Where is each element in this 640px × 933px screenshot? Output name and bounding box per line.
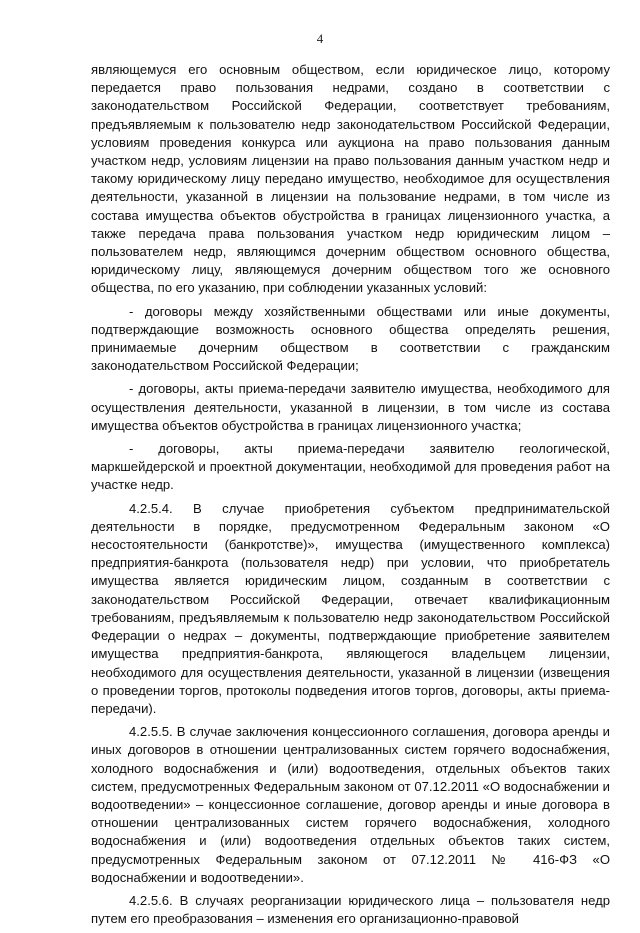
clause-4-2-5-5: 4.2.5.5. В случае заключения концессионного соглашения, договора аренды и иных договоров в отношении централизованных систем горячего водоснабжения, холодного водоснабжения и (или) водоотведения, отдельных объектов таких систем, предусмотренных Федеральным законом от 07.12.2011 «О водоснабжении и водоотведении» – концессионное соглашение, договор аренды и иные договора в отношении централизованных систем горячего водоснабжения, холодного водоснабжения и (или) водоотведения отдельных объектов таких систем, предусмотренных Федеральным законом от 07.12.2011 № 416-ФЗ «О водоснабжении и водоотведении». <box>91 724 610 885</box>
page-number: 4 <box>316 31 324 46</box>
paragraph-continuation: являющемуся его основным обществом, если юридическое лицо, которому передается право пользования недрами, создано в соответствии с законодательством Российской Федерации, соответствует требованиям, предъявляемым к пользователю недр законодательством Российской Федерации, условиям проведения конкурса или аукциона на право пользования данным участком недр, условиям лицензии на право пользования данным участком недр и такому юридическому лицу передано имущество, необходимое для осуществления деятельности, указанной в лицензии на пользование недрами, в том числе из состава имущества объектов обустройства в границах лицензионного участка, а также передача права пользования участком недр юридическим лицом – пользователем недр, являющимся дочерним обществом основного общества, юридическому лицу, являющемуся дочерним обществом того же основного общества, по его указанию, при соблюдении указанных условий: <box>91 62 610 296</box>
list-item-contracts-between-companies: - договоры между хозяйственными обществами или иные документы, подтверждающие возможность основного общества определять решения, принимаемые дочерним обществом в соответствии с гражданским законодательством Российской Федерации; <box>91 303 610 374</box>
clause-4-2-5-4: 4.2.5.4. В случае приобретения субъектом предпринимательской деятельности в порядке, предусмотренном Федеральным законом «О несостоятельности (банкротстве)», имущества (имущественного комплекса) предприятия-банкрота (пользователя недр) при условии, что приобретатель имущества является юридическим лицом, созданным в соответствии с законодательством Российской Федерации, отвечает квалификационным требованиям, предъявляемым к пользователю недр законодательством Российской Федерации о недрах – документы, подтверждающие приобретение заявителем имущества предприятия-банкрота, являющегося владельцем лицензии, необходимого для осуществления деятельности, указанной в лицензии (извещения о проведении торгов, протоколы подведения итогов торгов, договоры, акты приема-передачи). <box>91 500 610 716</box>
list-item-property-transfer-acts: - договоры, акты приема-передачи заявителю имущества, необходимого для осуществления деятельности, указанной в лицензии, в том числе из состава имущества объектов обустройства в границах лицензионного участка; <box>91 381 610 433</box>
clause-4-2-5-6: 4.2.5.6. В случаях реорганизации юридического лица – пользователя недр путем его преобразования – изменения его организационно-правовой <box>91 892 610 927</box>
list-item-documentation-transfer-acts: - договоры, акты приема-передачи заявителю геологической, маркшейдерской и проектной документации, необходимой для проведения работ на участке недр. <box>91 441 610 493</box>
document-body <box>91 61 610 933</box>
